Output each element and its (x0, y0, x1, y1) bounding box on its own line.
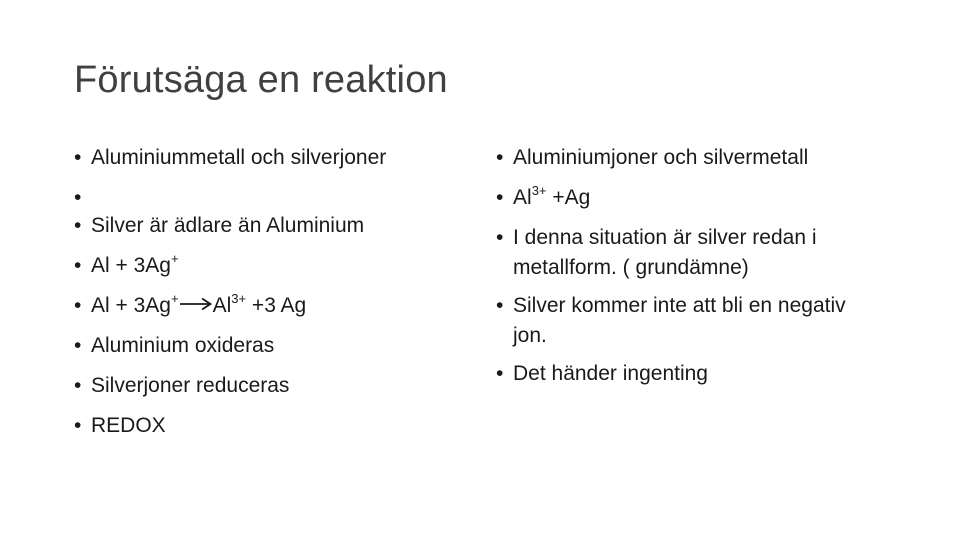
bullet-text: Aluminiummetall och silverjoner (91, 146, 387, 169)
bullet-aluminium-ions-silver-metal (496, 143, 916, 173)
bullet-text: REDOX (91, 414, 166, 437)
bullet-reaction-equation (74, 291, 484, 321)
bullet-aluminium-metal-silver-ions (74, 143, 484, 173)
formula-charge: 3+ (531, 183, 547, 198)
bullet-text: Aluminiumjoner och silvermetall (513, 146, 809, 169)
bullet-text: I denna situation är silver redan i metallform. ( grundämne) (513, 226, 817, 279)
bullet-empty (74, 183, 484, 213)
formula-product-al: Al (212, 294, 232, 317)
bullet-silver-already-metal (496, 223, 913, 283)
bullet-nothing-happens (496, 359, 916, 389)
bullet-redox (74, 411, 484, 441)
bullet-text: Det händer ingenting (513, 362, 708, 385)
formula-product-ag: +3 Ag (246, 294, 307, 317)
bullet-silver-ions-reduced (74, 371, 484, 401)
formula-charge: + (170, 251, 179, 266)
bullet-al-plus-ag (74, 251, 484, 281)
formula-reactants: Al + 3Ag (91, 294, 171, 317)
bullet-al3-plus-ag (496, 183, 916, 213)
bullet-text: • Silver är ädlare än Aluminium (91, 214, 365, 237)
bullet-silver-not-negative-ion (496, 291, 853, 351)
bullet-text: Silverjoner reduceras (91, 374, 290, 397)
right-bullet-list (496, 143, 916, 399)
formula-post: +Ag (546, 186, 591, 209)
left-bullet-list (74, 143, 484, 451)
formula-charge-al: 3+ (231, 291, 247, 306)
bullet-text: Aluminium oxideras (91, 334, 275, 357)
bullet-aluminium-oxidized (74, 331, 484, 361)
bullet-continuation-silver-nobler (74, 211, 484, 241)
slide-title: Förutsäga en reaktion (74, 59, 448, 101)
formula-pre: Al + 3Ag (91, 254, 171, 277)
formula-charge-ag: + (170, 291, 179, 306)
formula-pre: Al (513, 186, 532, 209)
arrow-right-icon (179, 297, 213, 311)
bullet-text: Silver kommer inte att bli en negativ jon. (513, 294, 846, 347)
